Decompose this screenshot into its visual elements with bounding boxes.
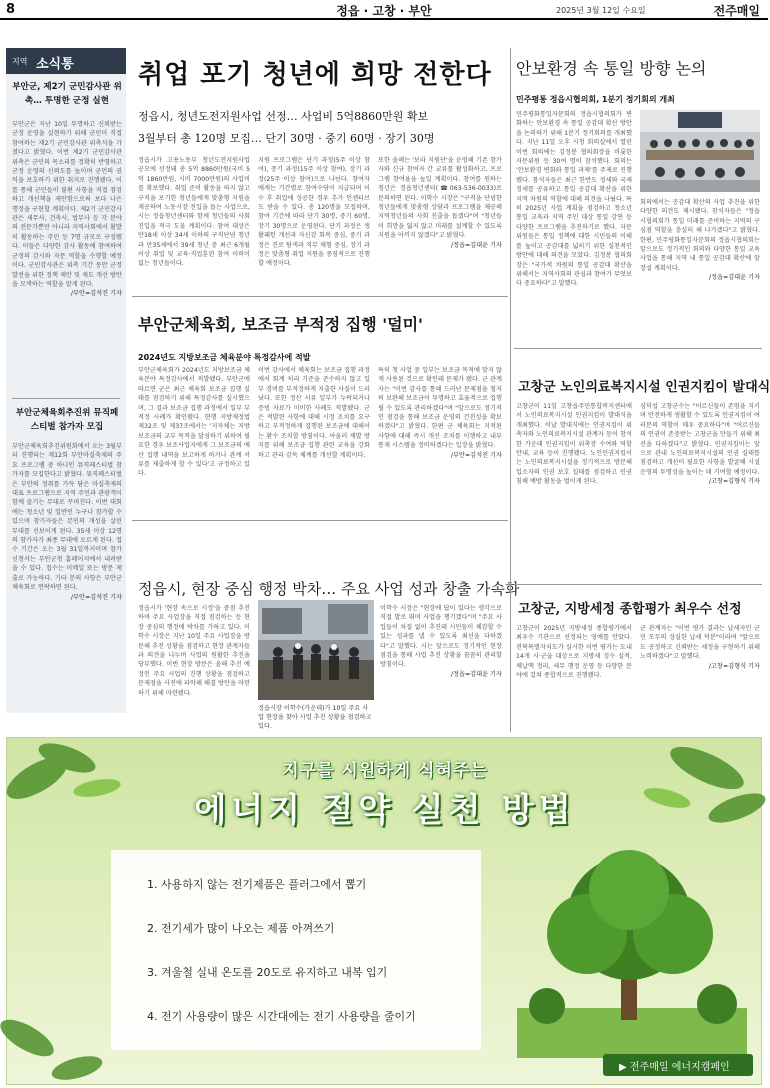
byline: /고창=김형식 기자 <box>708 662 760 670</box>
site-visit-illustration <box>258 600 374 700</box>
article-body: 고창군이 11일 고창읍주민통합복지센터에서 노인의료복지시설 인권지킴이 발대식을 개최했다. 이날 발대식에는 인권지킴이 위촉자와 노인의료복지시설 관계자 등이 참석한 가운데 인권지킴이 위촉장 수여와 역할 안내, 교육 등이 진행됐다. 노인인권지킴이는 노인의료복지시설을 정기적으로 방문해 입소자의 인권 보호 실태를 점검하고 인권 침해 예방 활동을 벌이게 된다. <box>516 403 632 486</box>
article-headline[interactable]: 부안군체육회, 보조금 부적정 집행 '덜미' <box>138 315 423 334</box>
article-body: 이번 감사에서 체육회는 보조금 집행 과정에서 회계 처리 기준을 준수하지 않고 일부 경비를 부적정하게 지출한 사실이 드러났다. 또한 정산 서류 일부가 누락되거나 증빙 자료가 미비한 사례도 적발됐다. 군은 적발된 사항에 대해 시정 조치를 요구하고 부적정하게 집행된 보조금에 대해서는 환수 조치할 방침이다. 아울러 재발 방지를 위해 보조금 집행 관련 교육을 강화하고 관리·감독 체계를 개선할 계획이다. <box>258 367 370 459</box>
article-body: 고창군이 2025년 지방세정 종합평가에서 최우수 기관으로 선정되는 영예를 안았다. 전북특별자치도가 실시한 이번 평가는 도내 14개 시·군을 대상으로 지방세 징수 실적, 체납액 정리, 세무 행정 운영 등 다양한 분야에 걸쳐 종합적으로 진행됐다. <box>516 625 632 680</box>
issue-date: 2025년 3월 12일 수요일 <box>556 6 646 15</box>
article-headline[interactable]: 안보환경 속 통일 방향 논의 <box>516 59 707 78</box>
byline: /정읍=김대윤 기자 <box>450 241 502 249</box>
sidebar-article-title[interactable]: 부안군, 제2기 군민감사관 위촉… 투명한 군정 실현 <box>12 82 122 106</box>
sidebar-title: 소식통 <box>36 57 74 72</box>
divider <box>514 348 762 349</box>
divider <box>514 584 762 585</box>
site-visit-photo <box>258 600 374 700</box>
article-kicker: 2024년도 지방보조금 체육분야 특정감사에 적발 <box>138 353 311 362</box>
sidebar-article-title[interactable]: 부안군체육회추진위 뮤직페스티벌 참가자 모집 <box>15 408 119 432</box>
article-body: 정읍시가 '현장 속으로 시정'을 중점 추진하며 주요 사업장을 직접 점검하는 등 현장 중심의 행정에 박차를 가하고 있다. 이학수 시장은 지난 10일 주요 사업장을 방문해 추진 상황을 점검하고 현장 관계자들과 의견을 나누며 사업의 원활한 추진을 당부했다. 이번 현장 방문은 올해 추진 예정인 주요 사업의 진행 상황을 점검하고 문제점을 사전에 파악해 해결 방안을 마련하기 위해 마련됐다. <box>138 605 250 697</box>
byline: /정읍=김대윤 기자 <box>708 274 760 282</box>
energy-tip-item: 2. 전기세가 많이 나오는 제품 아껴쓰기 <box>147 922 335 935</box>
subheadline: 3월부터 총 120명 모집… 단기 30명 · 중기 60명 · 장기 30명 <box>138 132 435 145</box>
newspaper-name: 전주매일 <box>713 4 760 18</box>
byline: /고창=김형식 기자 <box>708 478 760 486</box>
article-body: 이학수 시장은 "현장에 답이 있다는 생각으로 직접 발로 뛰며 사업을 챙기겠다"며 "주요 사업들이 차질 없이 추진돼 시민들이 체감할 수 있는 성과를 낼 수 있도록 최선을 다하겠다"고 말했다. 시는 앞으로도 정기적인 현장 점검을 통해 사업 추진 상황을 꼼꼼히 관리할 방침이다. /정읍=김대윤 기자 <box>380 605 502 678</box>
energy-tip-item: 3. 겨울철 실내 온도를 20도로 유지하고 내복 입기 <box>147 966 388 979</box>
divider <box>132 296 508 297</box>
tree-illustration-icon <box>517 838 747 1058</box>
page-number: 8 <box>6 2 16 17</box>
sidebar-category: 지역 <box>12 57 28 66</box>
sidebar-header <box>6 48 126 74</box>
energy-tip-item: 4. 전기 사용량이 많은 시간대에는 전기 사용량을 줄이기 <box>147 1010 416 1023</box>
meeting-photo <box>640 110 760 192</box>
campaign-name: ▶ 전주매일 에너지캠페인 <box>619 1062 730 1073</box>
sidebar-article-body: 부안군체육회추진위원회에서 오는 3월부터 진행되는 제12회 부안마실축제의 주요 프로그램 중 하나인 뮤직페스티벌 참가자를 모집한다고 밝혔다. 뮤직페스티벌은 부안의 정취를 가득 담은 마실축제의 대표 프로그램으로 지역 주민과 관광객이 함께 즐기는 무대로 꾸며진다. 이번 대회에는 청소년 및 일반인 누구나 참가할 수 있으며 참가자들은 본인의 개성을 살린 무대를 선보이게 된다. 35세 이상 12명의 참가자가 최종 무대에 오르게 된다. 접수 기간은 오는 3월 31일까지이며 참가 신청서는 부안군청 홈페이지에서 내려받을 수 있다. 접수는 이메일 또는 방문 제출로 가능하다. 기타 문의 사항은 부안군체육회로 연락하면 된다. /부안=김석진 기자 <box>12 443 122 601</box>
article-body: 심덕섭 고창군수는 "어르신들이 존엄을 지키며 안전하게 생활할 수 있도록 인권지킴이 여러분의 역할이 매우 중요하다"며 "어르신들의 인권이 존중받는 고창군을 만들기 위해 최선을 다하겠다"고 밝혔다. 인권지킴이는 앞으로 관내 노인의료복지시설의 인권 실태를 점검하고 개선이 필요한 사항을 발굴해 시설 운영의 투명성을 높이는 데 기여할 예정이다. /고창=김형식 기자 <box>640 403 760 486</box>
article-body: 군 관계자는 "이번 평가 결과는 납세자인 군민 모두의 성실한 납세 덕분"이라며 "앞으로도 공정하고 신뢰받는 세정을 구현하기 위해 노력하겠다"고 말했다. /고창=김형식 기자 <box>640 625 760 670</box>
energy-campaign-ad <box>6 737 762 1085</box>
article-headline[interactable]: 고창군, 지방세정 종합평가 최우수 선정 <box>518 602 742 617</box>
byline: /부안=김석진 기자 <box>70 290 122 298</box>
article-body: 민주평화통일자문회의 정읍시협의회가 변화하는 안보환경 속 통일 공감대 확산 방안을 논의하기 위해 1분기 정기회의를 개최했다. 지난 11일 오후 시청 회의실에서 열린 이번 회의에는 김정봉 협의회장을 비롯한 자문위원 등 30여 명이 참석했다. 회의는 '안보환경 변화와 통일 과제'를 주제로 진행됐다. 참석자들은 최근 한반도 정세와 국제 정세를 공유하고 통일 공감대 확산을 위한 지역 차원의 역할에 대해 의견을 나눴다. 특히 2025년 사업 계획을 점검하고 청소년 통일 교육과 지역 주민 대상 통일 강연 등 다양한 프로그램을 추진하기로 했다. 자문위원들은 통일 정책에 대한 시민들의 이해를 높이고 공감대를 넓히기 위한 실천적인 방안에 대해 의견을 모았다. 김정봉 협의회장은 "국가적 차원의 통일 공감대 확산을 위해서는 지역사회의 관심과 참여가 무엇보다 중요하다"고 말했다. <box>516 111 632 288</box>
article-body: 특히 첫 사업 중 일부는 보조금 목적에 맞지 않게 사용된 것으로 확인돼 문제가 됐다. 군 관계자는 "이번 감사를 통해 드러난 문제점을 철저히 보완해 보조금이 투명하고 효율적으로 집행될 수 있도록 관리하겠다"며 "앞으로도 정기적인 점검을 통해 보조금 운영의 건전성을 확보하겠다"고 밝혔다. 한편 군 체육회는 지적된 사항에 대해 즉시 개선 조치를 이행하고 내부 통제 시스템을 정비하겠다는 입장을 밝혔다. /부안=김석진 기자 <box>378 367 502 459</box>
article-body: 회의에서는 공감대 확산의 사업 추진을 위한 다양한 의견도 제시됐다. 참석자들은 "정읍시협의회가 통일 미래를 준비하는 지역의 구심점 역할을 충실히 해 나가겠다"고 밝혔다. 한편, 민주평화통일자문회의 정읍시협의회는 앞으로도 정기적인 회의와 다양한 통일 교육 사업을 통해 지역 내 통일 공감대 확산에 앞장설 계획이다. /정읍=김대윤 기자 <box>640 199 760 282</box>
meeting-room-illustration <box>640 110 760 192</box>
page-header <box>0 0 768 20</box>
byline: /부안=김석진 기자 <box>450 451 502 459</box>
subheadline: 정읍시, 청년도전지원사업 선정… 사업비 5억8860만원 확보 <box>138 110 429 123</box>
article-headline[interactable]: 정읍시, 현장 중심 행정 박차… 주요 사업 성과 창출 가속화 <box>138 580 520 598</box>
energy-tips-list <box>111 850 481 1050</box>
article-kicker: 민주평통 정읍시협의회, 1분기 정기회의 개최 <box>516 95 675 104</box>
photo-caption: 정읍시장 이학수(가운데)가 10일 주요 사업 현장을 찾아 사업 추진 상황을 점검하고 있다. <box>258 705 372 730</box>
article-body: 정읍시가 고용노동부 청년도전지원사업 공모에 선정돼 총 5억 8860만원(국비 5억 1860만원, 시비 7000만원)의 사업비를 확보했다. 취업 준비 활동을 하지 않고 구직을 포기한 청년들에게 맞춤형 지원을 제공하여 노동시장 진입을 돕는 사업으로, 시는 정읍청년센터와 함께 청년들의 사회 진입을 적극 도울 계획이다. 참여 대상은 만18세 이상 34세 이하의 구직단념 청년과 만35세에서 39세 청년 중 최근 6개월 이상 취업 및 교육·직업훈련 참여 이력이 없는 청년들이다. <box>138 157 250 268</box>
byline: /부안=김석진 기자 <box>70 593 122 601</box>
energy-tip-item: 1. 사용하지 않는 전기제품은 플러그에서 뽑기 <box>147 878 367 891</box>
article-headline[interactable]: 고창군 노인의료복지시설 인권지킴이 발대식 <box>518 380 770 395</box>
main-headline[interactable]: 취업 포기 청년에 희망 전한다 <box>138 60 492 90</box>
ad-tagline: 지구를 시원하게 식혀주는 <box>282 761 488 781</box>
column-divider <box>510 48 511 732</box>
article-body: 또한 올해는 '보라 지원단'을 운영해 기존 참가자와 신규 참여자 간 교류를 활성화하고, 프로그램 참여율을 높일 계획이다. 참여를 원하는 청년은 정읍청년센터(☎063-536-0033)로 문의하면 된다. 이학수 시장은 "구직을 단념한 청년들에게 맞춤형 상담과 프로그램을 제공해 지역청년들의 사회 진출을 돕겠다"며 "청년들이 희망을 잃지 않고 미래를 설계할 수 있도록 지원을 아끼지 않겠다"고 밝혔다. /정읍=김대윤 기자 <box>378 157 502 249</box>
divider <box>132 520 508 521</box>
article-body: 지원 프로그램은 단기 과정(5주 이상 참여), 중기 과정(15주 이상 참여), 장기 과정(25주 이상 참여)으로 나뉜다. 참여자에게는 기간별로 참여수당이 지급되며 이수 후 취업에 성공한 경우 추가 인센티브도 받을 수 있다. 총 120명을 모집하며, 참여 기간에 따라 단기 30명, 중기 60명, 장기 30명으로 운영된다. 단기 과정은 생활패턴 개선과 자신감 회복 중심, 중기 과정은 진로 탐색과 직무 체험 중심, 장기 과정은 맞춤형 취업 지원을 중점적으로 진행할 예정이다. <box>258 157 370 268</box>
ad-title: 에너지 절약 실천 방법 <box>194 790 576 829</box>
byline: /정읍=김대윤 기자 <box>450 670 502 678</box>
divider <box>12 398 120 399</box>
section-title: 정읍 · 고창 · 부안 <box>336 4 432 18</box>
sidebar-article-body: 부안군은 지난 10일 투명하고 신뢰받는 군정 운영을 실현하기 위해 군민이 직접 참여하는 제2기 군민감사관 위촉식을 가졌다고 밝혔다. 이번 제2기 군민감사관 위촉은 군민의 목소리를 정확히 반영하고 군정 운영의 신뢰도를 높이며 군민의 권익을 보호하기 위한 취지로 진행됐다. 이를 통해 군민들이 불편 사항을 직접 점검하고 개선책을 제안함으로써 보다 나은 행정을 구현할 계획이다. 제2기 군민감사관은 세무사, 건축사, 법무사 등 각 분야의 전문가뿐만 아니라 지역사회에서 활발히 활동하는 주민 등 7명 규모로 구성됐다. 이들은 다양한 감사 활동에 참여하여 군정의 감시와 자문 역할을 수행할 예정이다. 군민감사관은 위촉 기간 동안 군정 발전을 위한 정책 제안 및 제도 개선 방안을 모색하는 역할을 맡게 된다. /부안=김석진 기자 <box>12 121 122 298</box>
article-body: 부안군체육회가 2024년도 지방보조금 체육분야 특정감사에서 적발됐다. 부안군에 따르면 군은 최근 체육회 보조금 집행 실태를 점검하기 위해 특정감사를 실시했으며, 그 결과 보조금 집행 과정에서 일부 부적정 사례가 확인됐다. 현행 지방재정법 제32조 및 제37조에서는 '지자체는 지방보조금의 교부 목적을 달성하기 위하여 필요한 경우 보조사업자에게 그 보조금의 예산 집행 내역을 보고하게 하거나 관계 서류를 제출하게 할 수 있다'고 규정하고 있다. <box>138 367 250 478</box>
